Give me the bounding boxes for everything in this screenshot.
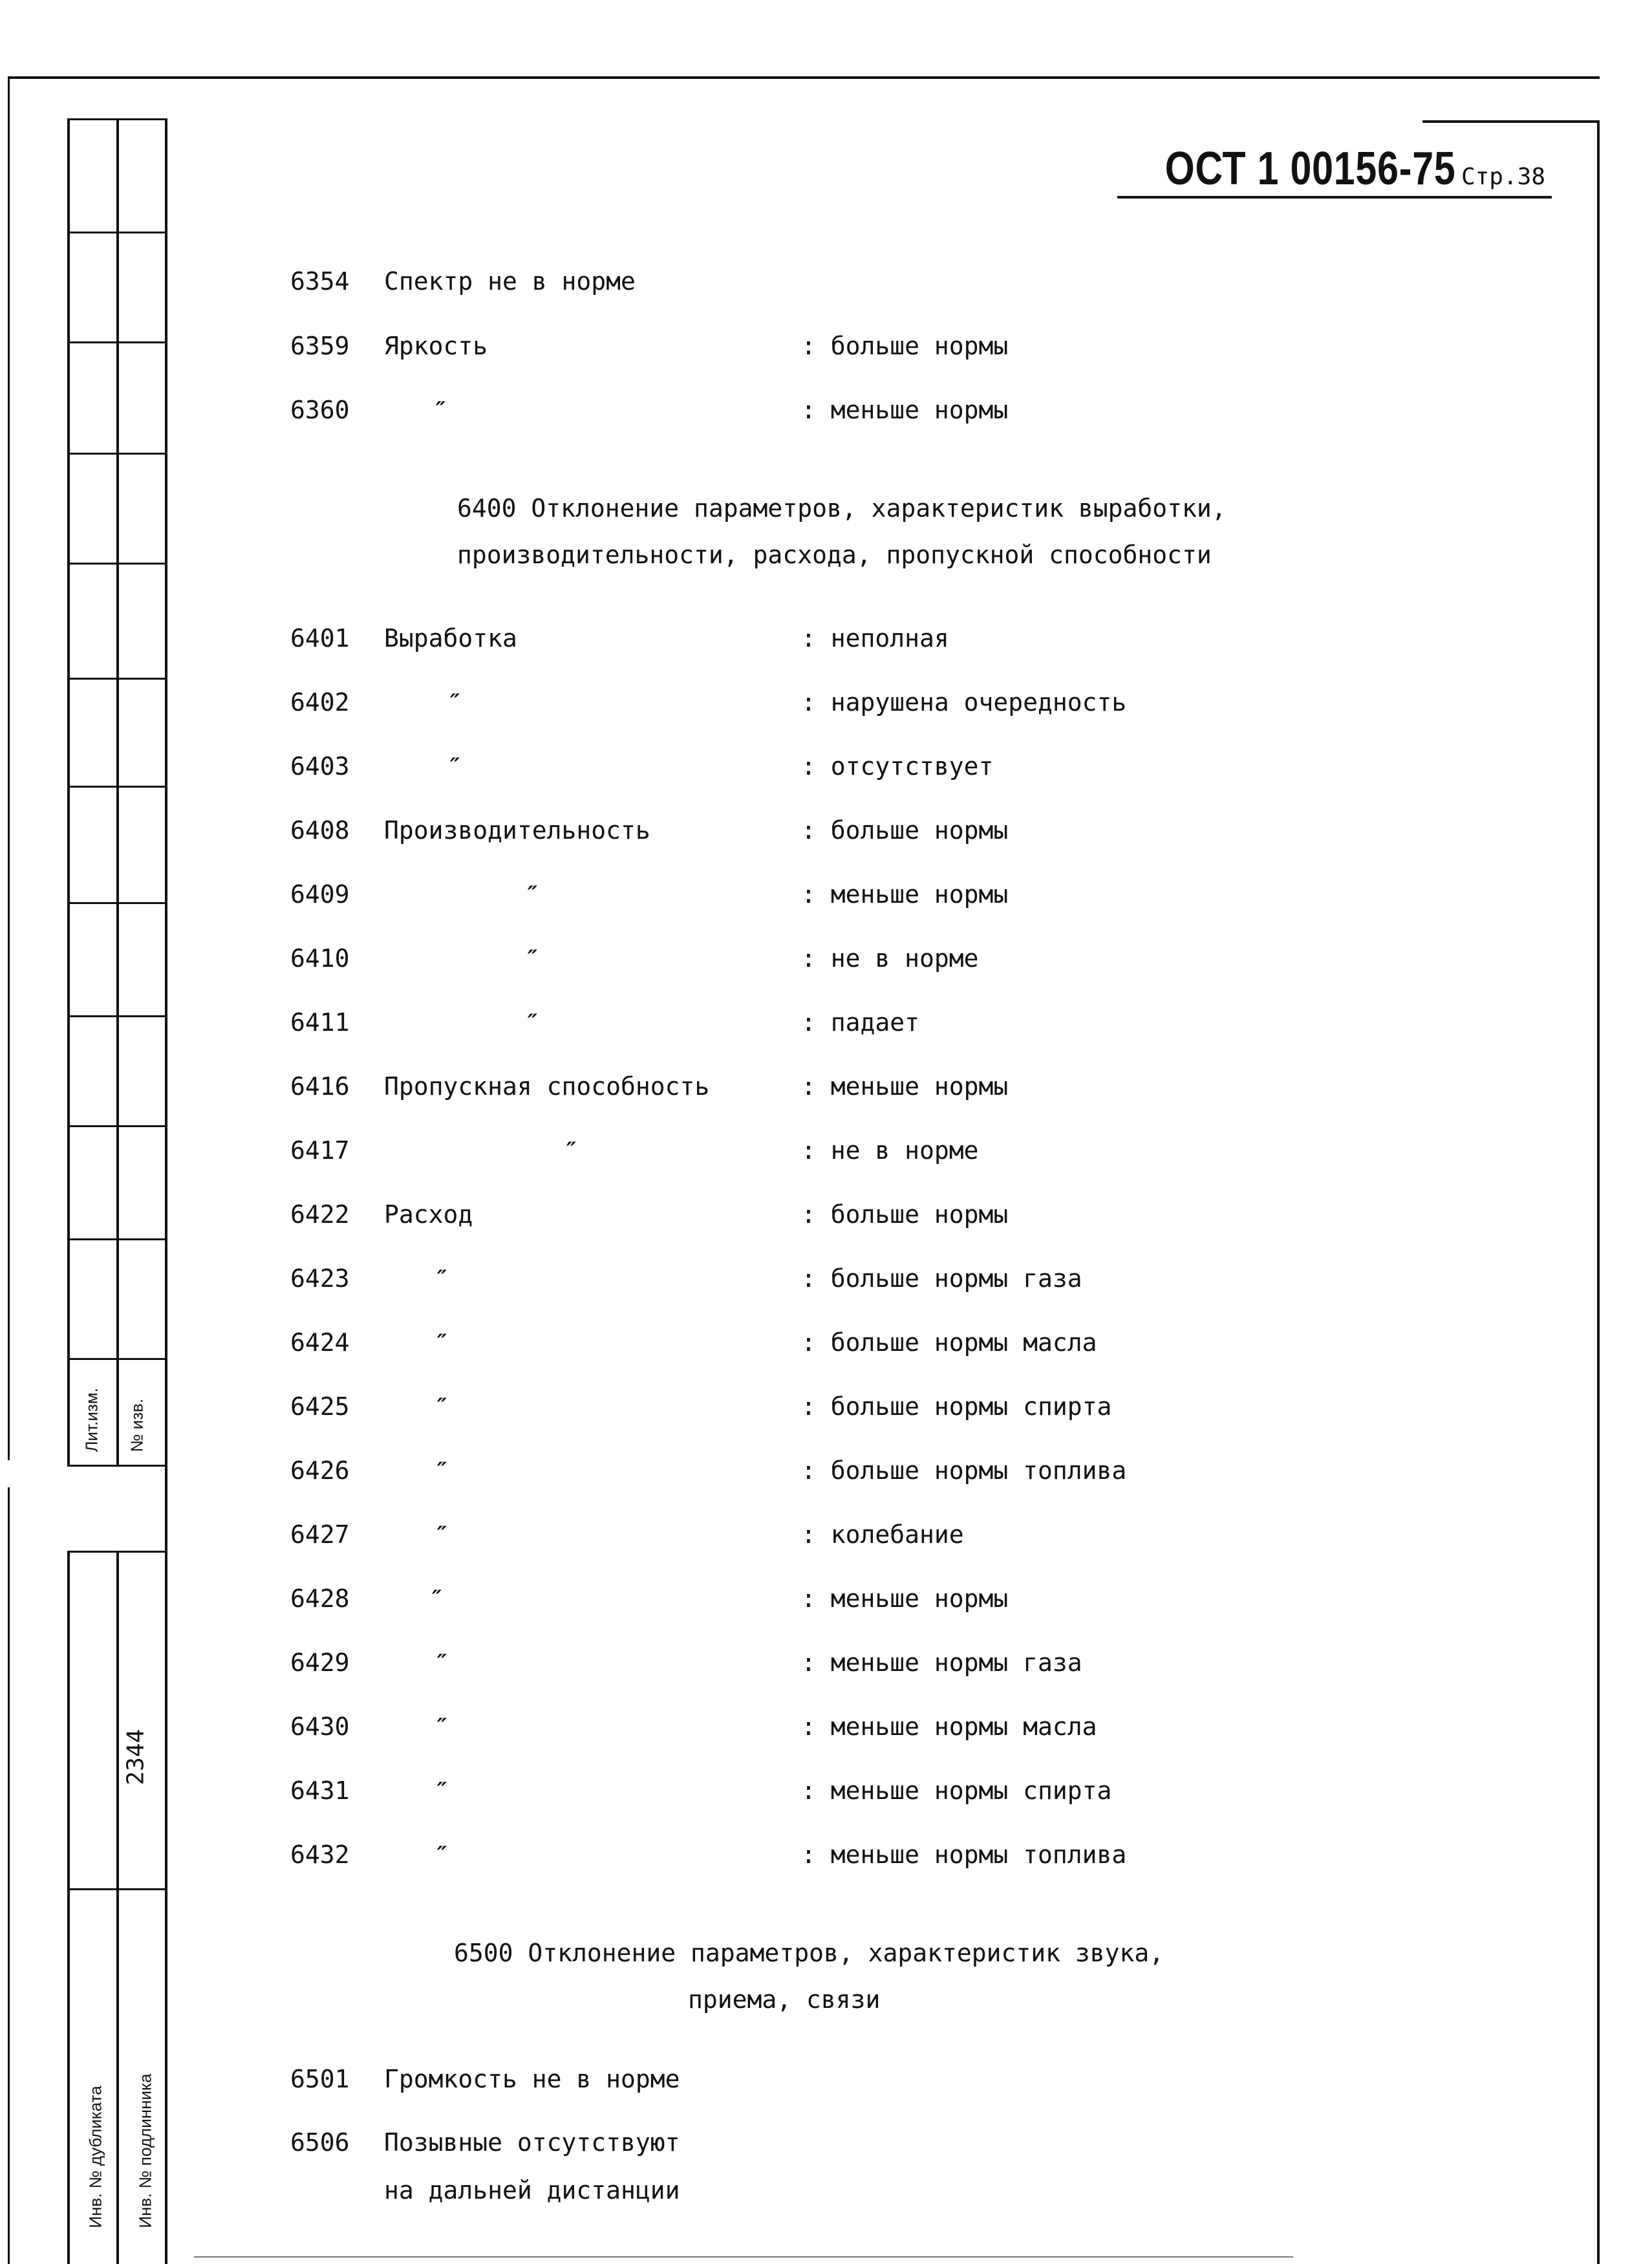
page-number: Стр.38 xyxy=(1461,164,1545,190)
entry-value: : больше нормы масла xyxy=(801,1328,1097,1357)
entry-code: 6430 xyxy=(290,1712,350,1741)
entry-value: : нарушена очередность xyxy=(801,688,1127,717)
ditto-mark: ″ xyxy=(427,1586,441,1612)
original-inv-number: 2344 xyxy=(122,1729,149,1785)
entry-code: 6432 xyxy=(290,1840,350,1869)
entry-code: 6424 xyxy=(290,1328,350,1357)
ditto-mark: ″ xyxy=(433,1778,446,1804)
original-inv-label: Инв. № подлинника xyxy=(135,2073,155,2228)
entry-value: : меньше нормы xyxy=(801,1072,1009,1101)
entry-code: 6360 xyxy=(290,396,350,424)
entry-name: Выработка xyxy=(384,624,517,652)
ditto-mark: ″ xyxy=(523,1009,537,1035)
header-underline xyxy=(1117,196,1552,199)
page-left-edge-line xyxy=(8,76,10,1460)
entry-value: : колебание xyxy=(801,1520,964,1549)
entry-name: Яркость xyxy=(384,332,488,360)
entry-value: : меньше нормы xyxy=(801,396,1009,424)
bottom-rule xyxy=(194,2256,1293,2258)
section-heading-line: 6500 Отклонение параметров, характеристик звука, xyxy=(454,1939,1164,1967)
right-border-line xyxy=(1597,120,1600,2264)
ditto-mark: ″ xyxy=(433,1714,446,1740)
entry-value: : меньше нормы xyxy=(801,880,1009,909)
entry-code: 6359 xyxy=(290,332,350,360)
entry-value: : меньше нормы топлива xyxy=(801,1840,1127,1869)
entry-value: : меньше нормы xyxy=(801,1584,1009,1613)
entry-value: : больше нормы спирта xyxy=(801,1392,1112,1421)
ditto-mark: ″ xyxy=(433,1842,446,1868)
entry-code: 6411 xyxy=(290,1008,350,1037)
ditto-mark: ″ xyxy=(433,1522,446,1547)
ditto-mark: ″ xyxy=(445,753,459,779)
ditto-mark: ″ xyxy=(431,397,445,423)
entry-name: на дальней дистанции xyxy=(384,2176,680,2205)
entry-code: 6423 xyxy=(290,1264,350,1293)
entry-value: : падает xyxy=(801,1008,920,1037)
document-code: ОСТ 1 00156-75 xyxy=(1165,143,1456,195)
entry-code: 6506 xyxy=(290,2128,350,2157)
entry-value: : меньше нормы масла xyxy=(801,1712,1097,1741)
section-heading-line: приема, связи xyxy=(688,1985,881,2014)
entry-name: Расход xyxy=(384,1200,473,1229)
entry-code: 6426 xyxy=(290,1456,350,1485)
entry-code: 6409 xyxy=(290,880,350,909)
no-izv-label: № изв. xyxy=(127,1398,147,1452)
page-header xyxy=(1101,142,1545,195)
section-heading-line: 6400 Отклонение параметров, характеристик выработки, xyxy=(457,494,1227,523)
ditto-mark: ″ xyxy=(445,689,459,715)
entry-value: : отсутствует xyxy=(801,752,994,781)
entry-name: Громкость не в норме xyxy=(384,2065,680,2093)
ditto-mark: ″ xyxy=(433,1394,446,1419)
section-heading-6500 xyxy=(454,1930,1164,2023)
entry-value: : больше нормы топлива xyxy=(801,1456,1127,1485)
entry-code: 6417 xyxy=(290,1136,350,1165)
entry-code: 6408 xyxy=(290,816,350,845)
entry-name: Позывные отсутствуют xyxy=(384,2128,680,2157)
top-border-line xyxy=(8,76,1600,79)
ditto-mark: ″ xyxy=(523,881,537,907)
entry-value: : меньше нормы спирта xyxy=(801,1776,1112,1805)
ditto-mark: ″ xyxy=(433,1458,446,1483)
entry-code: 6410 xyxy=(290,944,350,973)
entry-code: 6427 xyxy=(290,1520,350,1549)
ditto-mark: ″ xyxy=(562,1137,575,1163)
duplicate-inv-label: Инв. № дубликата xyxy=(85,2086,105,2228)
entry-code: 6401 xyxy=(290,624,350,652)
entry-code: 6354 xyxy=(290,267,350,296)
entry-code: 6431 xyxy=(290,1776,350,1805)
entry-value: : не в норме xyxy=(801,944,979,973)
entry-value: : больше нормы xyxy=(801,816,1009,845)
entry-value: : больше нормы газа xyxy=(801,1264,1082,1293)
entry-value: : неполная xyxy=(801,624,949,652)
entry-code: 6429 xyxy=(290,1648,350,1677)
entry-code: 6425 xyxy=(290,1392,350,1421)
header-rule xyxy=(1422,120,1600,123)
ditto-mark: ″ xyxy=(523,945,537,971)
entry-code: 6428 xyxy=(290,1584,350,1613)
entry-code: 6422 xyxy=(290,1200,350,1229)
ditto-mark: ″ xyxy=(433,1330,446,1355)
lit-izm-label: Лит.изм. xyxy=(81,1388,102,1452)
entry-code: 6416 xyxy=(290,1072,350,1101)
entry-value: : больше нормы xyxy=(801,1200,1009,1229)
page-left-edge-line-lower xyxy=(8,1487,10,2264)
entry-value: : меньше нормы газа xyxy=(801,1648,1082,1677)
ditto-mark: ″ xyxy=(433,1650,446,1676)
section-heading-6400 xyxy=(457,485,1227,578)
entry-value: : не в норме xyxy=(801,1136,979,1165)
entry-code: 6403 xyxy=(290,752,350,781)
entry-code: 6402 xyxy=(290,688,350,717)
entry-code: 6501 xyxy=(290,2065,350,2093)
entry-name: Производительность xyxy=(384,816,650,845)
entry-name: Пропускная способность xyxy=(384,1072,710,1101)
ditto-mark: ″ xyxy=(433,1266,446,1291)
entry-name: Спектр не в норме xyxy=(384,267,636,296)
entry-value: : больше нормы xyxy=(801,332,1009,360)
section-heading-line: производительности, расхода, пропускной способности xyxy=(457,541,1212,569)
